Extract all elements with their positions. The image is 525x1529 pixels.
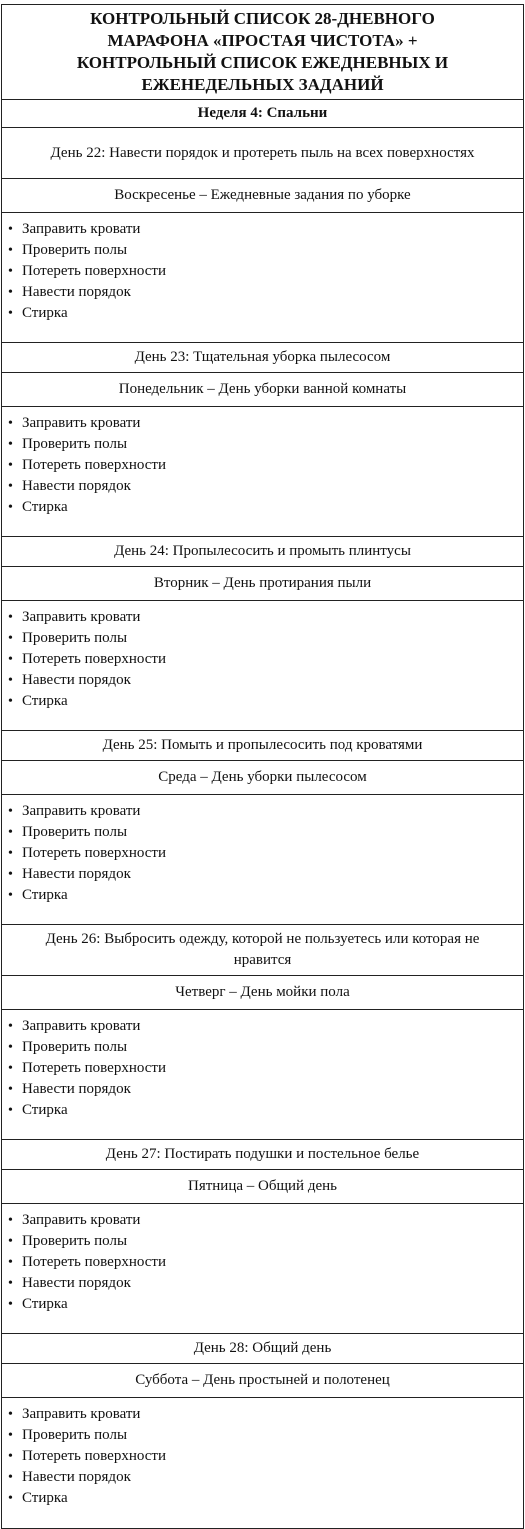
task-label: Стирка bbox=[22, 1296, 68, 1312]
task-item bbox=[8, 1294, 523, 1315]
task-label: Стирка bbox=[22, 693, 68, 709]
task-item bbox=[8, 1037, 523, 1058]
task-label: Стирка bbox=[22, 1490, 68, 1506]
task-label: Проверить полы bbox=[22, 436, 128, 452]
bullet-icon: • bbox=[8, 1040, 13, 1055]
task-item bbox=[8, 649, 523, 670]
task-item bbox=[8, 801, 523, 822]
bullet-icon: • bbox=[8, 1428, 13, 1443]
task-label: Стирка bbox=[22, 887, 68, 903]
task-label: Стирка bbox=[22, 499, 68, 515]
bullet-icon: • bbox=[8, 264, 13, 279]
bullet-icon: • bbox=[8, 652, 13, 667]
day-type-heading: Воскресенье – Ежедневные задания по уборке bbox=[2, 179, 523, 213]
task-label: Проверить полы bbox=[22, 1233, 128, 1249]
bullet-icon: • bbox=[8, 1234, 13, 1249]
task-item bbox=[8, 1231, 523, 1252]
task-label: Навести порядок bbox=[22, 866, 131, 882]
bullet-icon: • bbox=[8, 243, 13, 258]
bullet-icon: • bbox=[8, 1019, 13, 1034]
bullet-icon: • bbox=[8, 1103, 13, 1118]
task-item bbox=[8, 628, 523, 649]
task-item bbox=[8, 1273, 523, 1294]
bullet-icon: • bbox=[8, 500, 13, 515]
task-label: Навести порядок bbox=[22, 1469, 131, 1485]
task-label: Заправить кровати bbox=[22, 1406, 141, 1422]
task-item bbox=[8, 1446, 523, 1467]
task-item bbox=[8, 1488, 523, 1509]
bullet-icon: • bbox=[8, 1213, 13, 1228]
task-item bbox=[8, 1079, 523, 1100]
bullet-icon: • bbox=[8, 1449, 13, 1464]
task-item bbox=[8, 497, 523, 518]
task-label: Навести порядок bbox=[22, 478, 131, 494]
task-label: Проверить полы bbox=[22, 1039, 128, 1055]
task-item bbox=[8, 1467, 523, 1488]
bullet-icon: • bbox=[8, 631, 13, 646]
task-item bbox=[8, 476, 523, 497]
bullet-icon: • bbox=[8, 416, 13, 431]
bullet-icon: • bbox=[8, 694, 13, 709]
checklist-table bbox=[1, 4, 524, 1529]
task-item bbox=[8, 282, 523, 303]
bullet-icon: • bbox=[8, 306, 13, 321]
bullet-icon: • bbox=[8, 437, 13, 452]
task-label: Навести порядок bbox=[22, 284, 131, 300]
task-label: Потереть поверхности bbox=[22, 263, 166, 279]
task-list bbox=[2, 601, 523, 731]
task-label: Заправить кровати bbox=[22, 1212, 141, 1228]
task-label: Потереть поверхности bbox=[22, 457, 166, 473]
day-type-heading: Понедельник – День уборки ванной комнаты bbox=[2, 373, 523, 407]
task-label: Заправить кровати bbox=[22, 803, 141, 819]
bullet-icon: • bbox=[8, 867, 13, 882]
day-heading: День 22: Навести порядок и протереть пыль на всех поверхностях bbox=[2, 128, 523, 179]
day-type-heading: Суббота – День простыней и полотенец bbox=[2, 1364, 523, 1398]
day-heading: День 26: Выбросить одежду, которой не пользуетесь или которая не нравится bbox=[2, 925, 523, 976]
day-heading: День 27: Постирать подушки и постельное белье bbox=[2, 1140, 523, 1170]
task-label: Навести порядок bbox=[22, 1081, 131, 1097]
day-type-heading: Среда – День уборки пылесосом bbox=[2, 761, 523, 795]
task-label: Потереть поверхности bbox=[22, 1254, 166, 1270]
bullet-icon: • bbox=[8, 479, 13, 494]
task-list bbox=[2, 1204, 523, 1334]
task-item bbox=[8, 1404, 523, 1425]
bullet-icon: • bbox=[8, 888, 13, 903]
task-item bbox=[8, 303, 523, 324]
task-list bbox=[2, 407, 523, 537]
day-heading: День 24: Пропылесосить и промыть плинтусы bbox=[2, 537, 523, 567]
bullet-icon: • bbox=[8, 285, 13, 300]
day-heading: День 23: Тщательная уборка пылесосом bbox=[2, 343, 523, 373]
task-item bbox=[8, 1425, 523, 1446]
task-item bbox=[8, 1100, 523, 1121]
task-item bbox=[8, 885, 523, 906]
task-item bbox=[8, 1058, 523, 1079]
task-item bbox=[8, 219, 523, 240]
task-item bbox=[8, 822, 523, 843]
bullet-icon: • bbox=[8, 1491, 13, 1506]
bullet-icon: • bbox=[8, 673, 13, 688]
bullet-icon: • bbox=[8, 222, 13, 237]
bullet-icon: • bbox=[8, 1470, 13, 1485]
task-item bbox=[8, 670, 523, 691]
task-item bbox=[8, 240, 523, 261]
task-label: Заправить кровати bbox=[22, 221, 141, 237]
task-item bbox=[8, 843, 523, 864]
task-item bbox=[8, 434, 523, 455]
task-label: Навести порядок bbox=[22, 672, 131, 688]
task-list bbox=[2, 795, 523, 925]
task-label: Потереть поверхности bbox=[22, 651, 166, 667]
bullet-icon: • bbox=[8, 804, 13, 819]
task-list bbox=[2, 1010, 523, 1140]
day-heading: День 25: Помыть и пропылесосить под кроватями bbox=[2, 731, 523, 761]
day-type-heading: Вторник – День протирания пыли bbox=[2, 567, 523, 601]
task-label: Навести порядок bbox=[22, 1275, 131, 1291]
bullet-icon: • bbox=[8, 1255, 13, 1270]
task-item bbox=[8, 864, 523, 885]
task-list bbox=[2, 1398, 523, 1528]
bullet-icon: • bbox=[8, 825, 13, 840]
task-item bbox=[8, 1252, 523, 1273]
task-label: Проверить полы bbox=[22, 1427, 128, 1443]
task-label: Стирка bbox=[22, 305, 68, 321]
week-heading: Неделя 4: Спальни bbox=[2, 100, 523, 128]
bullet-icon: • bbox=[8, 846, 13, 861]
bullet-icon: • bbox=[8, 1276, 13, 1291]
task-label: Заправить кровати bbox=[22, 1018, 141, 1034]
task-label: Заправить кровати bbox=[22, 609, 141, 625]
task-item bbox=[8, 455, 523, 476]
task-label: Проверить полы bbox=[22, 242, 128, 258]
day-heading: День 28: Общий день bbox=[2, 1334, 523, 1364]
day-type-heading: Четверг – День мойки пола bbox=[2, 976, 523, 1010]
task-item bbox=[8, 1210, 523, 1231]
bullet-icon: • bbox=[8, 1407, 13, 1422]
bullet-icon: • bbox=[8, 458, 13, 473]
bullet-icon: • bbox=[8, 1297, 13, 1312]
task-label: Проверить полы bbox=[22, 630, 128, 646]
task-label: Потереть поверхности bbox=[22, 1060, 166, 1076]
task-list bbox=[2, 213, 523, 343]
task-label: Стирка bbox=[22, 1102, 68, 1118]
task-item bbox=[8, 413, 523, 434]
task-item bbox=[8, 691, 523, 712]
bullet-icon: • bbox=[8, 1061, 13, 1076]
bullet-icon: • bbox=[8, 1082, 13, 1097]
bullet-icon: • bbox=[8, 610, 13, 625]
task-item bbox=[8, 607, 523, 628]
task-label: Потереть поверхности bbox=[22, 1448, 166, 1464]
document-title: КОНТРОЛЬНЫЙ СПИСОК 28-ДНЕВНОГО МАРАФОНА «ПРОСТАЯ ЧИСТОТА» + КОНТРОЛЬНЫЙ СПИСОК ЕЖЕДНЕВНЫХ И ЕЖЕНЕДЕЛЬНЫХ ЗАДАНИЙ bbox=[2, 5, 523, 100]
task-label: Проверить полы bbox=[22, 824, 128, 840]
task-item bbox=[8, 261, 523, 282]
task-label: Заправить кровати bbox=[22, 415, 141, 431]
day-type-heading: Пятница – Общий день bbox=[2, 1170, 523, 1204]
task-item bbox=[8, 1016, 523, 1037]
task-label: Потереть поверхности bbox=[22, 845, 166, 861]
